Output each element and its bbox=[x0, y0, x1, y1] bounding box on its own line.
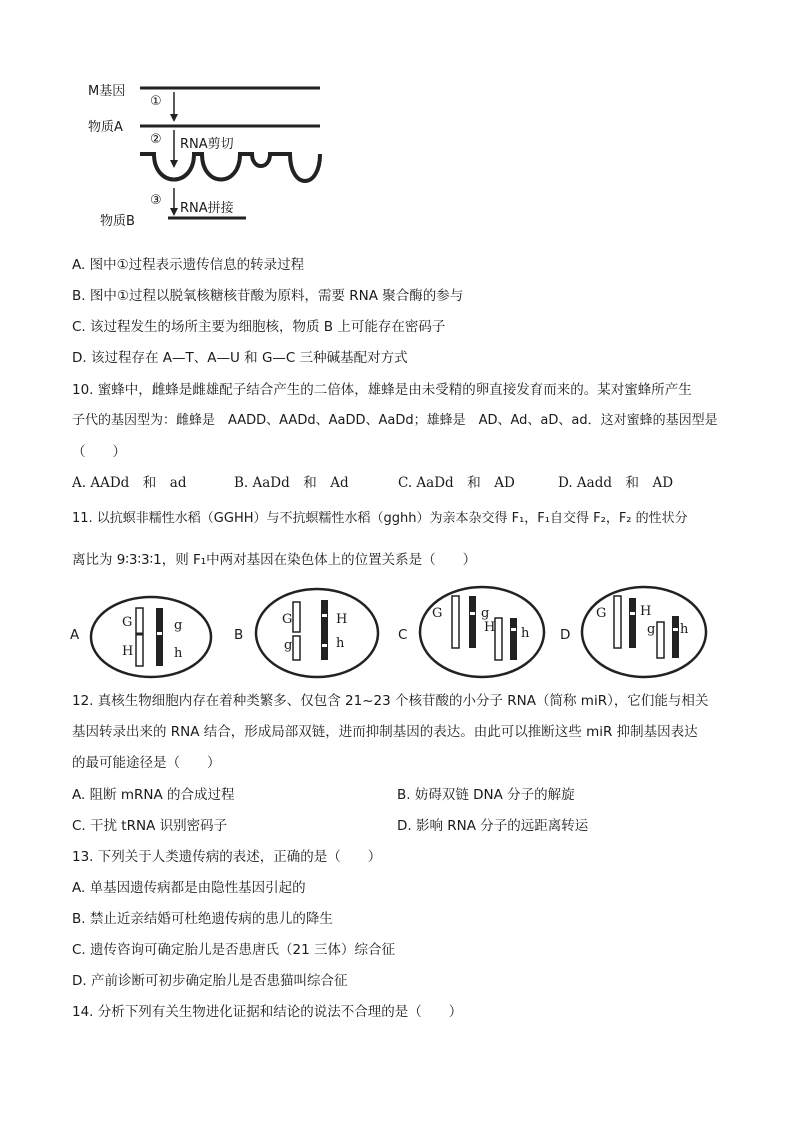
allele-label: g bbox=[647, 622, 656, 637]
chromosome-white bbox=[657, 622, 664, 658]
q11-stem-line-1: 11. 以抗螟非糯性水稻（GGHH）与不抗螟糯性水稻（gghh）为亲本杂交得 F₁，F₁自交得 F₂，F₂ 的性状分 bbox=[72, 511, 688, 526]
allele-label: G bbox=[596, 606, 607, 621]
q11-stem-line-2: 离比为 9∶3∶3∶1，则 F₁中两对基因在染色体上的位置关系是（ ） bbox=[72, 552, 477, 568]
q10-stem-line-1: 10. 蜜蜂中，雌蜂是雌雄配子结合产生的二倍体，雄蜂是由未受精的卵直接发育而来的。某对蜜蜂所产生 bbox=[72, 382, 692, 398]
looped-rna bbox=[140, 154, 320, 181]
allele-label: g bbox=[174, 618, 183, 633]
chromosome-black bbox=[510, 618, 517, 660]
q10-stem-line-2: 子代的基因型为：雌蜂是 AADD、AADd、AaDD、AaDd；雄蜂是 AD、Ad、aD、ad．这对蜜蜂的基因型是 bbox=[72, 413, 718, 428]
q12-stem-line-1: 12. 真核生物细胞内存在着种类繁多、仅包含 21~23 个核苷酸的小分子 RNA（简称 miR），它们能与相关 bbox=[72, 693, 709, 709]
allele-label: h bbox=[336, 636, 345, 651]
cell-membrane bbox=[256, 589, 378, 677]
q11-cell-b bbox=[253, 586, 381, 680]
q12-stem-line-2: 基因转录出来的 RNA 结合，形成局部双链，进而抑制基因的表达。由此可以推断这些 miR 抑制基因表达 bbox=[72, 724, 698, 740]
centromere bbox=[157, 632, 162, 635]
q12-option-c: C. 干扰 tRNA 识别密码子 bbox=[72, 818, 228, 834]
q10-stem-line-3: （ ） bbox=[72, 444, 126, 460]
q11-option-c-letter: C bbox=[398, 627, 408, 643]
q13-stem: 13. 下列关于人类遗传病的表述，正确的是（ ） bbox=[72, 849, 382, 865]
q13-option-c: C. 遗传咨询可确定胎儿是否患唐氏（21 三体）综合征 bbox=[72, 942, 395, 958]
q12-option-b: B. 妨碍双链 DNA 分子的解旋 bbox=[397, 787, 575, 803]
q11-cell-d bbox=[579, 584, 709, 680]
chromosome-black bbox=[156, 608, 163, 666]
allele-label: H bbox=[122, 644, 134, 659]
arrow-3-head bbox=[170, 208, 178, 216]
q11-option-d-letter: D bbox=[560, 627, 571, 643]
allele-label: G bbox=[432, 606, 443, 621]
step-1-marker: ① bbox=[150, 94, 162, 109]
arrow-1-head bbox=[170, 114, 178, 122]
q10-option-c: C. AaDd 和 AD bbox=[398, 475, 515, 491]
q9-option-c: C. 该过程发生的场所主要为细胞核，物质 B 上可能存在密码子 bbox=[72, 319, 446, 335]
q13-option-a: A. 单基因遗传病都是由隐性基因引起的 bbox=[72, 880, 306, 896]
allele-label: G bbox=[122, 615, 133, 630]
q9-option-b: B. 图中①过程以脱氧核糖核苷酸为原料，需要 RNA 聚合酶的参与 bbox=[72, 288, 464, 304]
allele-label: h bbox=[174, 646, 183, 661]
q11-option-a-letter: A bbox=[70, 627, 80, 643]
step-3-marker: ③ bbox=[150, 193, 162, 208]
allele-label: h bbox=[680, 622, 689, 637]
allele-label: g bbox=[481, 606, 490, 621]
allele-label: H bbox=[640, 604, 652, 619]
step-2-label: RNA剪切 bbox=[180, 137, 234, 152]
chromosome-white bbox=[136, 608, 143, 666]
chromosome-black bbox=[321, 600, 328, 660]
q11-option-b-letter: B bbox=[234, 627, 244, 643]
centromere bbox=[511, 628, 516, 631]
allele-label: H bbox=[336, 612, 348, 627]
centromere bbox=[322, 614, 327, 617]
substance-a-label: 物质A bbox=[88, 120, 123, 135]
centromere bbox=[673, 628, 678, 631]
chromosome-white bbox=[293, 636, 300, 660]
substance-b-label: 物质B bbox=[100, 214, 135, 229]
q13-option-b: B. 禁止近亲结婚可杜绝遗传病的患儿的降生 bbox=[72, 911, 333, 927]
step-2-marker: ② bbox=[150, 132, 162, 147]
q14-stem: 14. 分析下列有关生物进化证据和结论的说法不合理的是（ ） bbox=[72, 1004, 463, 1020]
allele-label: h bbox=[521, 626, 530, 641]
centromere bbox=[322, 644, 327, 647]
allele-label: H bbox=[484, 620, 496, 635]
chromosome-white bbox=[495, 618, 502, 660]
q13-option-d: D. 产前诊断可初步确定胎儿是否患猫叫综合征 bbox=[72, 973, 348, 989]
allele-label: G bbox=[282, 612, 293, 627]
centromere bbox=[630, 612, 635, 615]
chromosome-black bbox=[672, 616, 679, 658]
arrow-2-head bbox=[170, 160, 178, 168]
chromosome-white bbox=[293, 602, 300, 632]
centromere bbox=[470, 612, 475, 615]
chromosome-white bbox=[614, 596, 621, 648]
q9-option-d: D. 该过程存在 A—T、A—U 和 G—C 三种碱基配对方式 bbox=[72, 350, 408, 366]
chromosome-black bbox=[629, 598, 636, 648]
step-3-label: RNA拼接 bbox=[180, 201, 234, 216]
gene-m-label: M基因 bbox=[88, 84, 126, 99]
allele-label: g bbox=[284, 638, 293, 653]
chromosome-white bbox=[452, 596, 459, 648]
cell-membrane bbox=[91, 597, 211, 677]
q9-option-a: A. 图中①过程表示遗传信息的转录过程 bbox=[72, 257, 305, 273]
q12-stem-line-3: 的最可能途径是（ ） bbox=[72, 755, 221, 771]
q10-option-b: B. AaDd 和 Ad bbox=[234, 475, 349, 491]
q11-cell-a bbox=[88, 594, 214, 680]
q12-option-a: A. 阻断 mRNA 的合成过程 bbox=[72, 787, 235, 803]
q12-option-d: D. 影响 RNA 分子的远距离转运 bbox=[397, 818, 589, 834]
q10-option-d: D. Aadd 和 AD bbox=[558, 475, 674, 491]
q10-option-a: A. AADd 和 ad bbox=[72, 475, 187, 491]
chromosome-black bbox=[469, 596, 476, 648]
